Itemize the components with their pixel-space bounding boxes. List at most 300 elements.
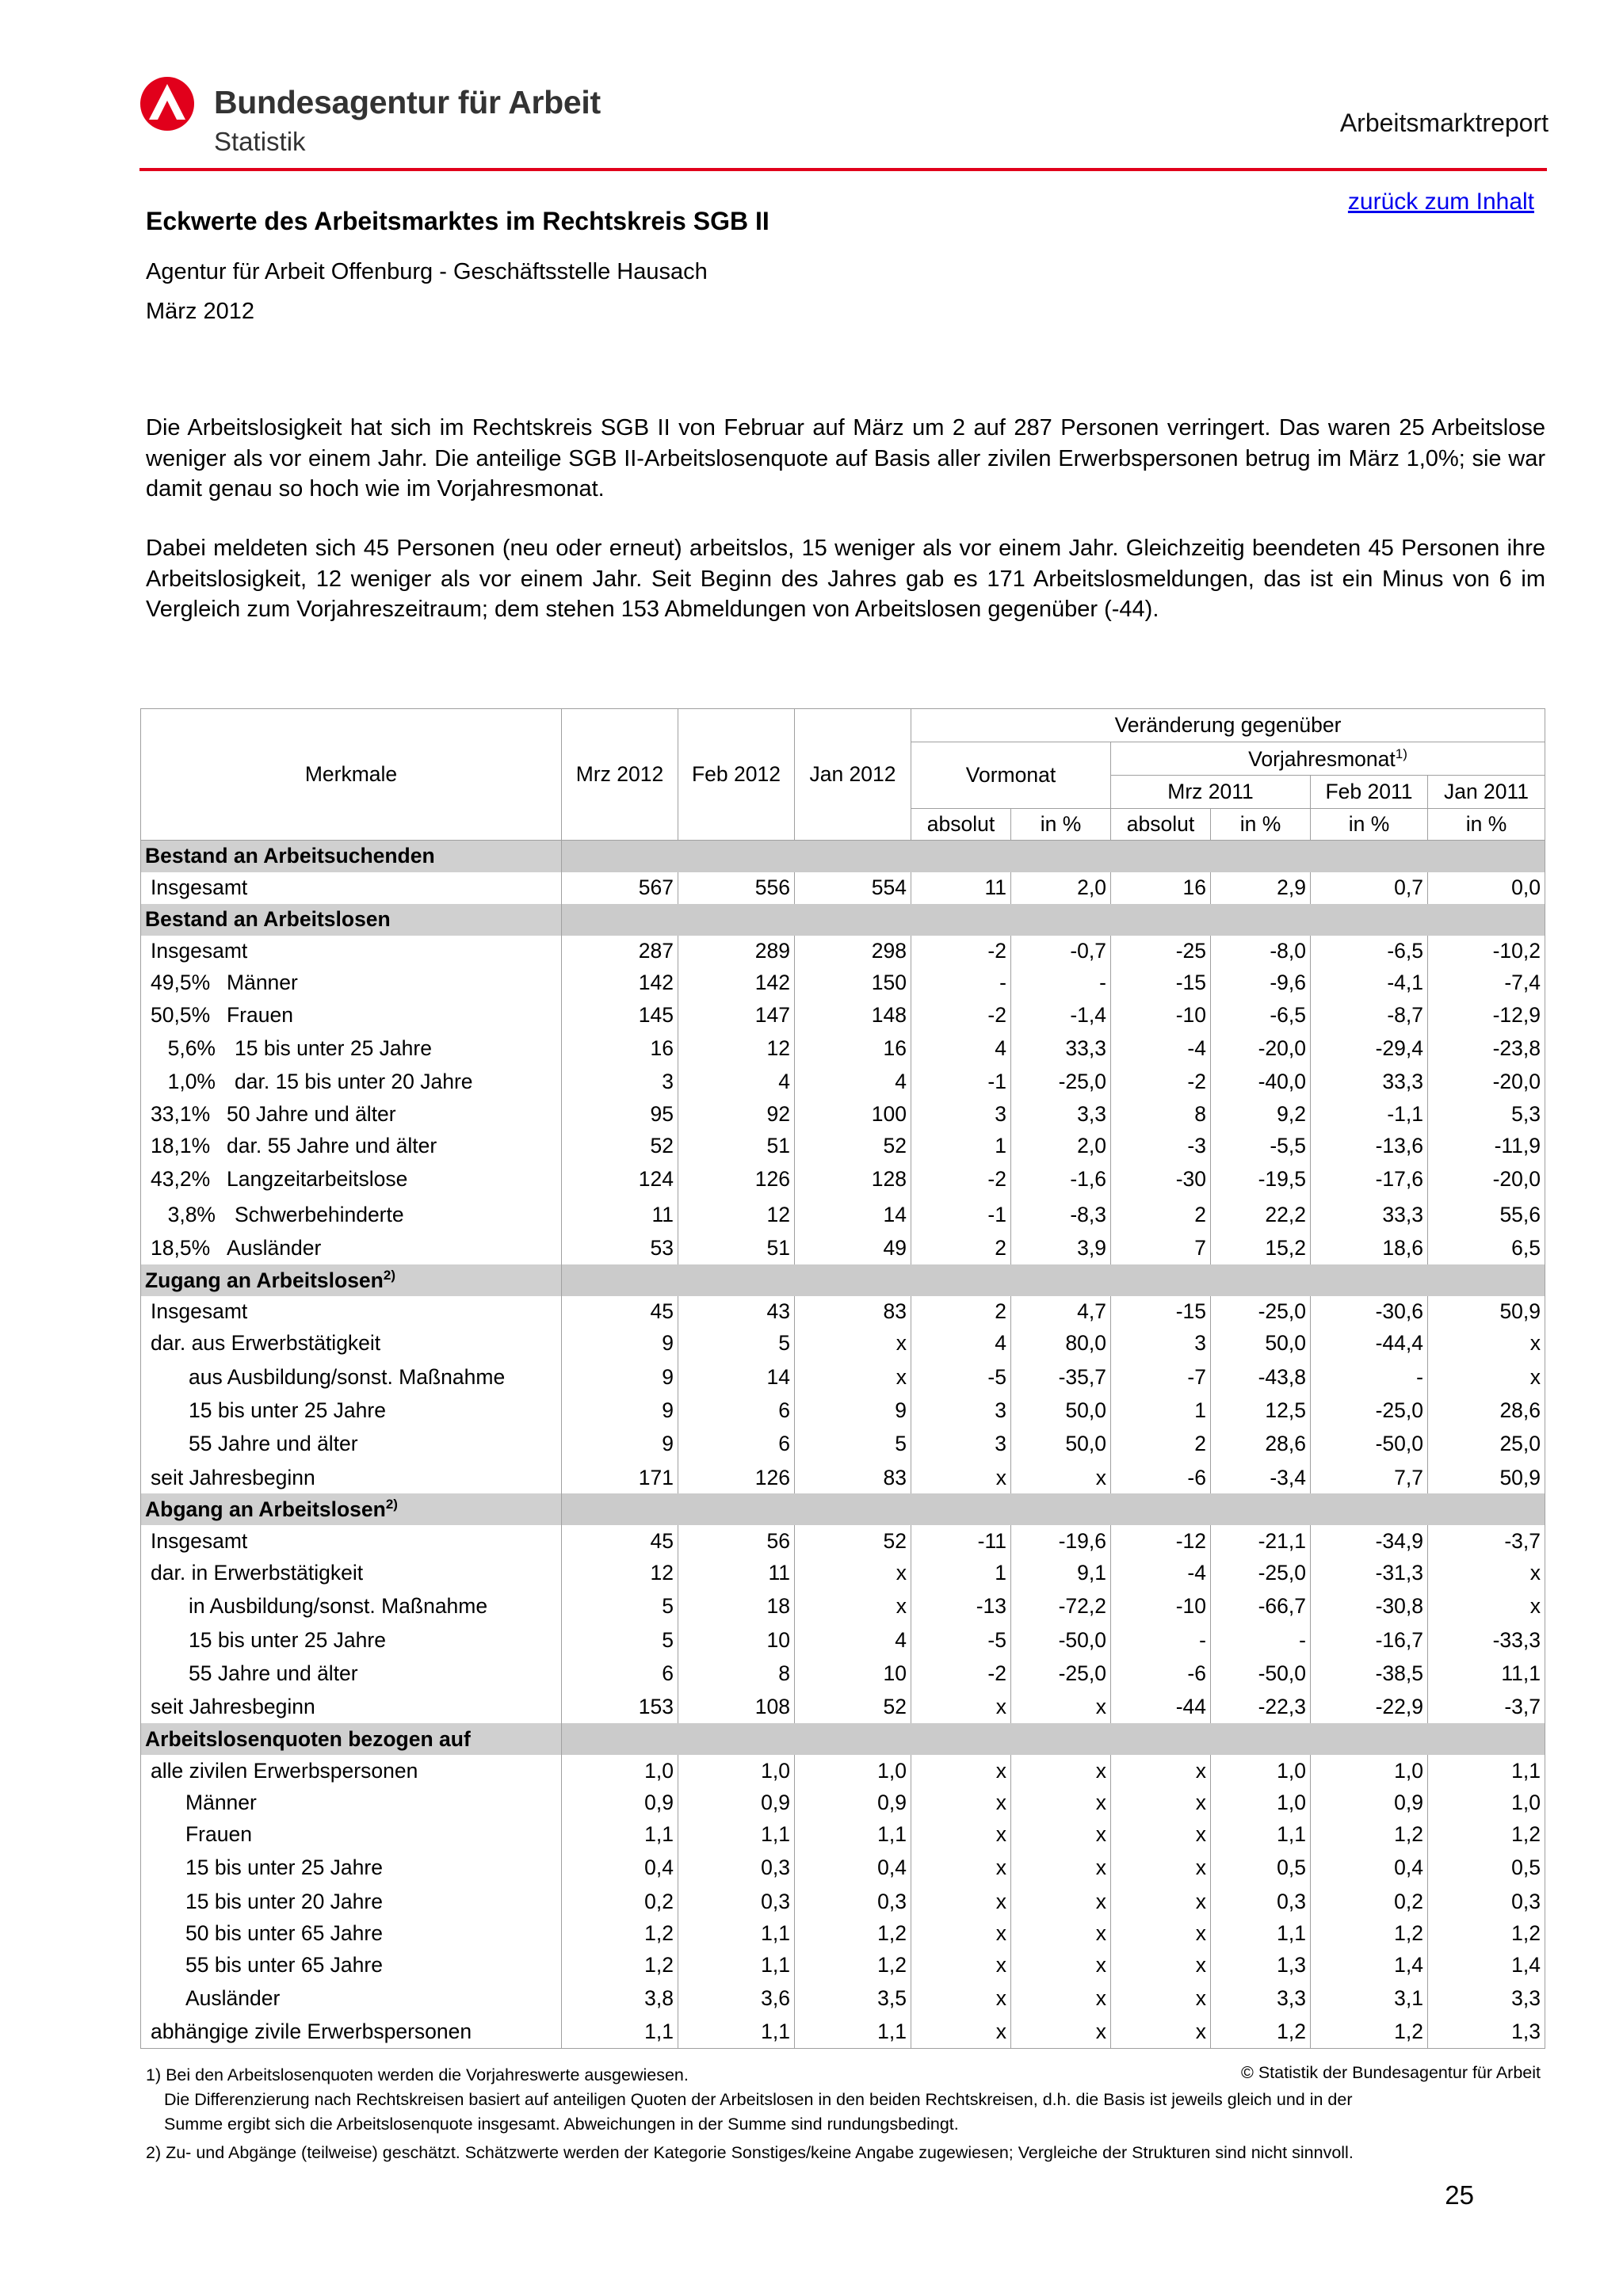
cell-value: 14 (795, 1197, 911, 1233)
cell-value: 51 (678, 1130, 795, 1161)
row-label: seit Jahresbeginn (151, 1695, 315, 1719)
table-row (141, 872, 1545, 904)
cell-value: -43,8 (1211, 1360, 1311, 1395)
cell-value: -16,7 (1311, 1624, 1428, 1656)
cell-value: 95 (562, 1098, 678, 1130)
row-label-text: Ausländer (227, 1235, 322, 1260)
cell-value: 2 (911, 1232, 1011, 1264)
cell-value: 9 (562, 1360, 678, 1395)
cell-value: 1,2 (795, 1917, 911, 1949)
table-row (141, 1917, 1545, 1949)
row-label (141, 1197, 562, 1233)
cell-value: 7,7 (1311, 1462, 1428, 1493)
section-label: Bestand an Arbeitsuchenden (141, 841, 562, 872)
cell-value: 6 (678, 1427, 795, 1463)
cell-value: -5 (911, 1624, 1011, 1656)
cell-value: 2 (1111, 1197, 1211, 1233)
cell-value: 1,0 (678, 1755, 795, 1787)
cell-value: -25,0 (1311, 1394, 1428, 1426)
cell-value: 50,0 (1011, 1427, 1111, 1463)
cell-value: 14 (678, 1360, 795, 1395)
cell-value: -10 (1111, 1589, 1211, 1625)
cell-value: 28,6 (1211, 1427, 1311, 1463)
section-label: Bestand an Arbeitslosen (141, 904, 562, 936)
footnote-marker-1: 1) (1395, 746, 1407, 761)
cell-value: 0,3 (1428, 1886, 1545, 1917)
cell-value: 3,1 (1311, 1981, 1428, 2017)
cell-value: -1 (911, 1066, 1011, 1098)
cell-value: 5 (678, 1328, 795, 1360)
cell-value: x (911, 1949, 1011, 1981)
row-label (141, 1232, 562, 1264)
cell-value: 0,2 (1311, 1886, 1428, 1917)
footnote-1-line-2: Die Differenzierung nach Rechtskreisen basiert auf anteiligen Quoten der Arbeitslosen in den beiden Rechtskreisen, d.h. die Basis ist jeweils gleich und in der (164, 2090, 1353, 2109)
cell-value: 0,3 (1211, 1886, 1311, 1917)
cell-value: 556 (678, 872, 795, 904)
cell-value: x (911, 1917, 1011, 1949)
cell-value: x (911, 1755, 1011, 1787)
summary-paragraph-1: Die Arbeitslosigkeit hat sich im Rechtskreis SGB II von Februar auf März um 2 auf 287 Personen verringert. Das waren 25 Arbeitslose weniger als vor einem Jahr. Die anteilige SGB II-Arbeitslosenquote auf Basis aller zivilen Erwerbspersonen betrug im März 1,0%; sie war damit genau so hoch wie im Vorjahresmonat. (146, 415, 1545, 502)
cell-value: -38,5 (1311, 1656, 1428, 1691)
cell-value: 1,1 (795, 2016, 911, 2048)
cell-value: 2,0 (1011, 1130, 1111, 1161)
cell-value: -19,5 (1211, 1161, 1311, 1197)
cell-value: 9,2 (1211, 1098, 1311, 1130)
cell-value: 3 (562, 1066, 678, 1098)
row-label: alle zivilen Erwerbspersonen (151, 1758, 418, 1783)
cell-value: 12 (562, 1557, 678, 1589)
cell-value: - (1211, 1624, 1311, 1656)
table-row (141, 1624, 1545, 1656)
cell-value: x (1111, 1917, 1211, 1949)
cell-value: 153 (562, 1691, 678, 1723)
cell-value: -6,5 (1211, 999, 1311, 1031)
cell-value: -8,3 (1011, 1197, 1111, 1233)
cell-value: 9 (795, 1394, 911, 1426)
row-label: in Ausbildung/sonst. Maßnahme (189, 1594, 488, 1619)
report-title: Arbeitsmarktreport (1339, 109, 1549, 137)
cell-value: x (911, 1981, 1011, 2017)
cell-value: -31,3 (1311, 1557, 1428, 1589)
cell-value: -0,7 (1011, 936, 1111, 967)
header-in-pct: in % (1311, 809, 1428, 841)
cell-value: -35,7 (1011, 1360, 1111, 1395)
cell-value: x (1428, 1360, 1545, 1395)
cell-value: 8 (1111, 1098, 1211, 1130)
data-table-container (140, 708, 1545, 2049)
header-feb-2011: Feb 2011 (1311, 776, 1428, 809)
cell-value: x (1111, 2016, 1211, 2048)
row-label: 15 bis unter 20 Jahre (185, 1889, 383, 1913)
cell-value: -3 (1111, 1130, 1211, 1161)
cell-value: 16 (562, 1031, 678, 1066)
ba-logo-icon (139, 76, 195, 132)
cell-value: -25,0 (1011, 1656, 1111, 1691)
cell-value: -44 (1111, 1691, 1211, 1723)
row-label: seit Jahresbeginn (151, 1465, 315, 1489)
cell-value: x (1111, 1755, 1211, 1787)
cell-value: - (1111, 1624, 1211, 1656)
cell-value: 287 (562, 936, 678, 967)
cell-value: x (911, 1851, 1011, 1886)
row-label (141, 1098, 562, 1130)
cell-value: 3,5 (795, 1981, 911, 2017)
cell-value: 1,4 (1428, 1949, 1545, 1981)
cell-value: x (1428, 1589, 1545, 1625)
cell-value: x (1111, 1818, 1211, 1850)
table-row (141, 1232, 1545, 1264)
cell-value: 16 (1111, 872, 1211, 904)
cell-value: -72,2 (1011, 1589, 1111, 1625)
cell-value: 1,1 (562, 1818, 678, 1850)
cell-value: 15,2 (1211, 1232, 1311, 1264)
cell-value: 1,1 (562, 2016, 678, 2048)
cell-value: 147 (678, 999, 795, 1031)
row-label (141, 1130, 562, 1161)
cell-value: -25,0 (1211, 1557, 1311, 1589)
cell-value: -7 (1111, 1360, 1211, 1395)
table-row (141, 1130, 1545, 1161)
page-number: 25 (1445, 2180, 1474, 2210)
cell-value: 3 (911, 1427, 1011, 1463)
cell-value: -2 (911, 1161, 1011, 1197)
cell-value: -3,4 (1211, 1462, 1311, 1493)
cell-value: x (1011, 1981, 1111, 2017)
cell-value: 22,2 (1211, 1197, 1311, 1233)
cell-value: 6 (678, 1394, 795, 1426)
footnote-1-line-3: Summe ergibt sich die Arbeitslosenquote insgesamt. Abweichungen in der Summe sind rundungsbedingt. (164, 2115, 959, 2134)
table-row (141, 1427, 1545, 1463)
table-row (141, 1161, 1545, 1197)
cell-value: 49 (795, 1232, 911, 1264)
footnote-marker-2: 2) (385, 1497, 398, 1512)
cell-value: -25,0 (1011, 1066, 1111, 1098)
cell-value: -13,6 (1311, 1130, 1428, 1161)
row-label: aus Ausbildung/sonst. Maßnahme (189, 1364, 506, 1389)
cell-value: 52 (795, 1691, 911, 1723)
cell-value: 171 (562, 1462, 678, 1493)
cell-value: 1,2 (1211, 2016, 1311, 2048)
table-row (141, 1296, 1545, 1328)
share-pct: 50,5% (151, 1002, 211, 1027)
labour-market-table (140, 708, 1545, 2049)
footnote-marker-2: 2) (383, 1267, 395, 1283)
cell-value: x (795, 1557, 911, 1589)
cell-value: 1,1 (678, 1949, 795, 1981)
cell-value: -30 (1111, 1161, 1211, 1197)
cell-value: 5,3 (1428, 1098, 1545, 1130)
table-row (141, 1886, 1545, 1917)
header-veraenderung: Veränderung gegenüber (911, 709, 1545, 742)
row-label-text: dar. 15 bis unter 20 Jahre (235, 1070, 473, 1094)
row-label: Männer (185, 1790, 257, 1814)
header-merkmale: Merkmale (141, 709, 562, 841)
cell-value: 9,1 (1011, 1557, 1111, 1589)
cell-value: 3,3 (1011, 1098, 1111, 1130)
cell-value: x (1011, 1787, 1111, 1818)
cell-value: -10,2 (1428, 936, 1545, 967)
cell-value: -30,6 (1311, 1296, 1428, 1328)
cell-value: 1,1 (1428, 1755, 1545, 1787)
cell-value: 150 (795, 967, 911, 999)
header-mrz-2012: Mrz 2012 (562, 709, 678, 841)
cell-value: 0,3 (678, 1886, 795, 1917)
cell-value: 6,5 (1428, 1232, 1545, 1264)
cell-value: 1 (1111, 1394, 1211, 1426)
cell-value: 0,9 (1311, 1787, 1428, 1818)
cell-value: x (1111, 1787, 1211, 1818)
cell-value: 0,7 (1311, 872, 1428, 904)
cell-value: 1,1 (1211, 1917, 1311, 1949)
header-jan-2011: Jan 2011 (1428, 776, 1545, 809)
section-row-zugang (141, 1264, 1545, 1296)
cell-value: -4 (1111, 1031, 1211, 1066)
row-label: dar. aus Erwerbstätigkeit (151, 1331, 381, 1356)
cell-value: 83 (795, 1296, 911, 1328)
row-label (141, 1161, 562, 1197)
cell-value: -2 (1111, 1066, 1211, 1098)
cell-value: 1,2 (1428, 1917, 1545, 1949)
cell-value: 1,0 (1311, 1755, 1428, 1787)
summary-paragraph-2: Dabei meldeten sich 45 Personen (neu oder erneut) arbeitslos, 15 weniger als vor einem Jahr. Gleichzeitig beendeten 45 Personen ihre Arbeitslosigkeit, 12 weniger als vor einem Jahr. Seit Beginn des Jahres gab es 171 Arbeitslosmeldungen, das ist ein Minus von 6 im Vergleich zum Vorjahreszeitraum; dem stehen 153 Abmeldungen von Arbeitslosen gegenüber (-44). (146, 536, 1545, 622)
page-title: Eckwerte des Arbeitsmarktes im Rechtskreis SGB II (146, 207, 769, 235)
row-label: 55 bis unter 65 Jahre (185, 1953, 383, 1978)
cell-value: 567 (562, 872, 678, 904)
cell-value: 3,9 (1011, 1232, 1111, 1264)
cell-value: 126 (678, 1161, 795, 1197)
header-divider (139, 168, 1547, 171)
cell-value: 1,1 (678, 2016, 795, 2048)
cell-value: x (795, 1328, 911, 1360)
cell-value: -50,0 (1211, 1656, 1311, 1691)
cell-value: 1,1 (1211, 1818, 1311, 1850)
cell-value: -19,6 (1011, 1525, 1111, 1557)
row-label (141, 967, 562, 999)
cell-value: 1,1 (795, 1818, 911, 1850)
cell-value: 11 (562, 1197, 678, 1233)
share-pct: 33,1% (151, 1101, 211, 1126)
cell-value: 45 (562, 1296, 678, 1328)
cell-value: 3,3 (1211, 1981, 1311, 2017)
table-row (141, 1949, 1545, 1981)
cell-value: 52 (795, 1130, 911, 1161)
cell-value: 0,2 (562, 1886, 678, 1917)
cell-value: 126 (678, 1462, 795, 1493)
cell-value: -10 (1111, 999, 1211, 1031)
cell-value: -50,0 (1311, 1427, 1428, 1463)
section-row-quoten (141, 1723, 1545, 1755)
cell-value: 5 (562, 1624, 678, 1656)
cell-value: -66,7 (1211, 1589, 1311, 1625)
section-row-abgang (141, 1493, 1545, 1525)
cell-value: -44,4 (1311, 1328, 1428, 1360)
table-row (141, 1787, 1545, 1818)
cell-value: 1,3 (1428, 2016, 1545, 2048)
cell-value: 142 (678, 967, 795, 999)
table-row (141, 2016, 1545, 2048)
row-label: Insgesamt (151, 1299, 248, 1324)
header-in-pct: in % (1211, 809, 1311, 841)
cell-value: x (911, 1787, 1011, 1818)
brand-subtitle: Statistik (214, 127, 306, 156)
share-pct: 18,1% (151, 1133, 211, 1158)
row-label: Insgesamt (151, 1528, 248, 1553)
cell-value: -33,3 (1428, 1624, 1545, 1656)
cell-value: 1,3 (1211, 1949, 1311, 1981)
header-absolut: absolut (911, 809, 1011, 841)
cell-value: 3 (911, 1394, 1011, 1426)
cell-value: 3 (1111, 1328, 1211, 1360)
cell-value: 80,0 (1011, 1328, 1111, 1360)
cell-value: -23,8 (1428, 1031, 1545, 1066)
cell-value: -11,9 (1428, 1130, 1545, 1161)
section-label-text: Zugang an Arbeitslosen (145, 1268, 384, 1292)
cell-value: -4 (1111, 1557, 1211, 1589)
cell-value: 12 (678, 1031, 795, 1066)
cell-value: -2 (911, 999, 1011, 1031)
cell-value: -8,7 (1311, 999, 1428, 1031)
cell-value: x (911, 1818, 1011, 1850)
row-label-text: Langzeitarbeitslose (227, 1167, 408, 1192)
cell-value: -3,7 (1428, 1525, 1545, 1557)
row-label (141, 1066, 562, 1098)
header-feb-2012: Feb 2012 (678, 709, 795, 841)
cell-value: 33,3 (1311, 1197, 1428, 1233)
section-label (141, 1493, 562, 1525)
cell-value: -20,0 (1211, 1031, 1311, 1066)
table-row (141, 1755, 1545, 1787)
cell-value: 1,0 (1428, 1787, 1545, 1818)
row-label: 55 Jahre und älter (189, 1432, 358, 1456)
cell-value: x (1011, 1917, 1111, 1949)
cell-value: 0,9 (795, 1787, 911, 1818)
share-pct: 1,0% (167, 1070, 216, 1094)
section-label (141, 1264, 562, 1296)
row-label: 15 bis unter 25 Jahre (189, 1627, 386, 1652)
cell-value: 4 (911, 1031, 1011, 1066)
table-row (141, 1098, 1545, 1130)
section-label: Arbeitslosenquoten bezogen auf (141, 1723, 562, 1755)
row-label-text: Schwerbehinderte (235, 1202, 404, 1226)
table-row (141, 1328, 1545, 1360)
section-row-arbeitsuchende (141, 841, 1545, 872)
cell-value: x (795, 1360, 911, 1395)
cell-value: 11 (678, 1557, 795, 1589)
cell-value: -6 (1111, 1462, 1211, 1493)
header-vorjahresmonat: Vorjahresmonat$^{1)}$ (1111, 742, 1545, 776)
cell-value: -7,4 (1428, 967, 1545, 999)
cell-value: 4 (911, 1328, 1011, 1360)
cell-value: 0,0 (1428, 872, 1545, 904)
cell-value: 0,5 (1428, 1851, 1545, 1886)
row-label: dar. in Erwerbstätigkeit (151, 1561, 364, 1585)
table-row (141, 967, 1545, 999)
cell-value: - (911, 967, 1011, 999)
row-label: 50 bis unter 65 Jahre (185, 1920, 383, 1945)
cell-value: -12 (1111, 1525, 1211, 1557)
cell-value: x (911, 1462, 1011, 1493)
cell-value: 5 (795, 1427, 911, 1463)
cell-value: -22,9 (1311, 1691, 1428, 1723)
footnote-1: 1) Bei den Arbeitslosenquoten werden die Vorjahreswerte ausgewiesen. (146, 2065, 689, 2084)
cell-value: 4 (795, 1624, 911, 1656)
footnote-2: 2) Zu- und Abgänge (teilweise) geschätzt. Schätzwerte werden der Kategorie Sonstiges/keine Angabe zugewiesen; Vergleiche der Strukturen sind nicht sinnvoll. (146, 2143, 1354, 2162)
report-period: März 2012 (146, 299, 255, 324)
cell-value: -9,6 (1211, 967, 1311, 999)
cell-value: -40,0 (1211, 1066, 1311, 1098)
cell-value: 108 (678, 1691, 795, 1723)
cell-value: -11 (911, 1525, 1011, 1557)
cell-value: -30,8 (1311, 1589, 1428, 1625)
cell-value: - (1311, 1360, 1428, 1395)
cell-value: x (1011, 1462, 1111, 1493)
cell-value: 7 (1111, 1232, 1211, 1264)
table-row (141, 1066, 1545, 1098)
cell-value: 1,2 (1428, 1818, 1545, 1850)
row-label-text: Männer (227, 971, 298, 995)
cell-value: 148 (795, 999, 911, 1031)
row-label-text: dar. 55 Jahre und älter (227, 1133, 437, 1158)
cell-value: 3 (911, 1098, 1011, 1130)
header-mrz-2011: Mrz 2011 (1111, 776, 1311, 809)
table-row (141, 1691, 1545, 1723)
cell-value: 0,4 (1311, 1851, 1428, 1886)
cell-value: -21,1 (1211, 1525, 1311, 1557)
cell-value: 1,2 (562, 1917, 678, 1949)
table-row (141, 1557, 1545, 1589)
table-row (141, 1981, 1545, 2017)
cell-value: 43 (678, 1296, 795, 1328)
cell-value: 2 (911, 1296, 1011, 1328)
share-pct: 3,8% (167, 1202, 216, 1226)
cell-value: 1,2 (1311, 2016, 1428, 2048)
cell-value: 45 (562, 1525, 678, 1557)
cell-value: 2,0 (1011, 872, 1111, 904)
back-to-contents-link[interactable]: zurück zum Inhalt (1347, 189, 1534, 215)
cell-value: 52 (562, 1130, 678, 1161)
row-label: abhängige zivile Erwerbspersonen (151, 2019, 472, 2044)
cell-value: x (1011, 1886, 1111, 1917)
share-pct: 43,2% (151, 1167, 211, 1192)
cell-value: 1,1 (678, 1818, 795, 1850)
row-label: Ausländer (185, 1986, 281, 2011)
cell-value: - (1011, 967, 1111, 999)
row-label: Insgesamt (151, 875, 248, 900)
cell-value: 1,2 (795, 1949, 911, 1981)
table-row (141, 936, 1545, 967)
row-label (141, 1031, 562, 1066)
cell-value: 51 (678, 1232, 795, 1264)
row-label: 55 Jahre und älter (189, 1661, 358, 1686)
cell-value: 92 (678, 1098, 795, 1130)
agency-subtitle: Agentur für Arbeit Offenburg - Geschäftsstelle Hausach (146, 259, 708, 284)
cell-value: 9 (562, 1328, 678, 1360)
cell-value: 28,6 (1428, 1394, 1545, 1426)
cell-value: 0,9 (562, 1787, 678, 1818)
cell-value: x (1428, 1328, 1545, 1360)
cell-value: -25 (1111, 936, 1211, 967)
cell-value: 9 (562, 1427, 678, 1463)
cell-value: -25,0 (1211, 1296, 1311, 1328)
cell-value: 10 (678, 1624, 795, 1656)
cell-value: 25,0 (1428, 1427, 1545, 1463)
cell-value: -22,3 (1211, 1691, 1311, 1723)
cell-value: 12 (678, 1197, 795, 1233)
row-label: Insgesamt (151, 939, 248, 963)
table-row (141, 1589, 1545, 1625)
cell-value: 55,6 (1428, 1197, 1545, 1233)
row-label-text: 15 bis unter 25 Jahre (235, 1036, 432, 1060)
